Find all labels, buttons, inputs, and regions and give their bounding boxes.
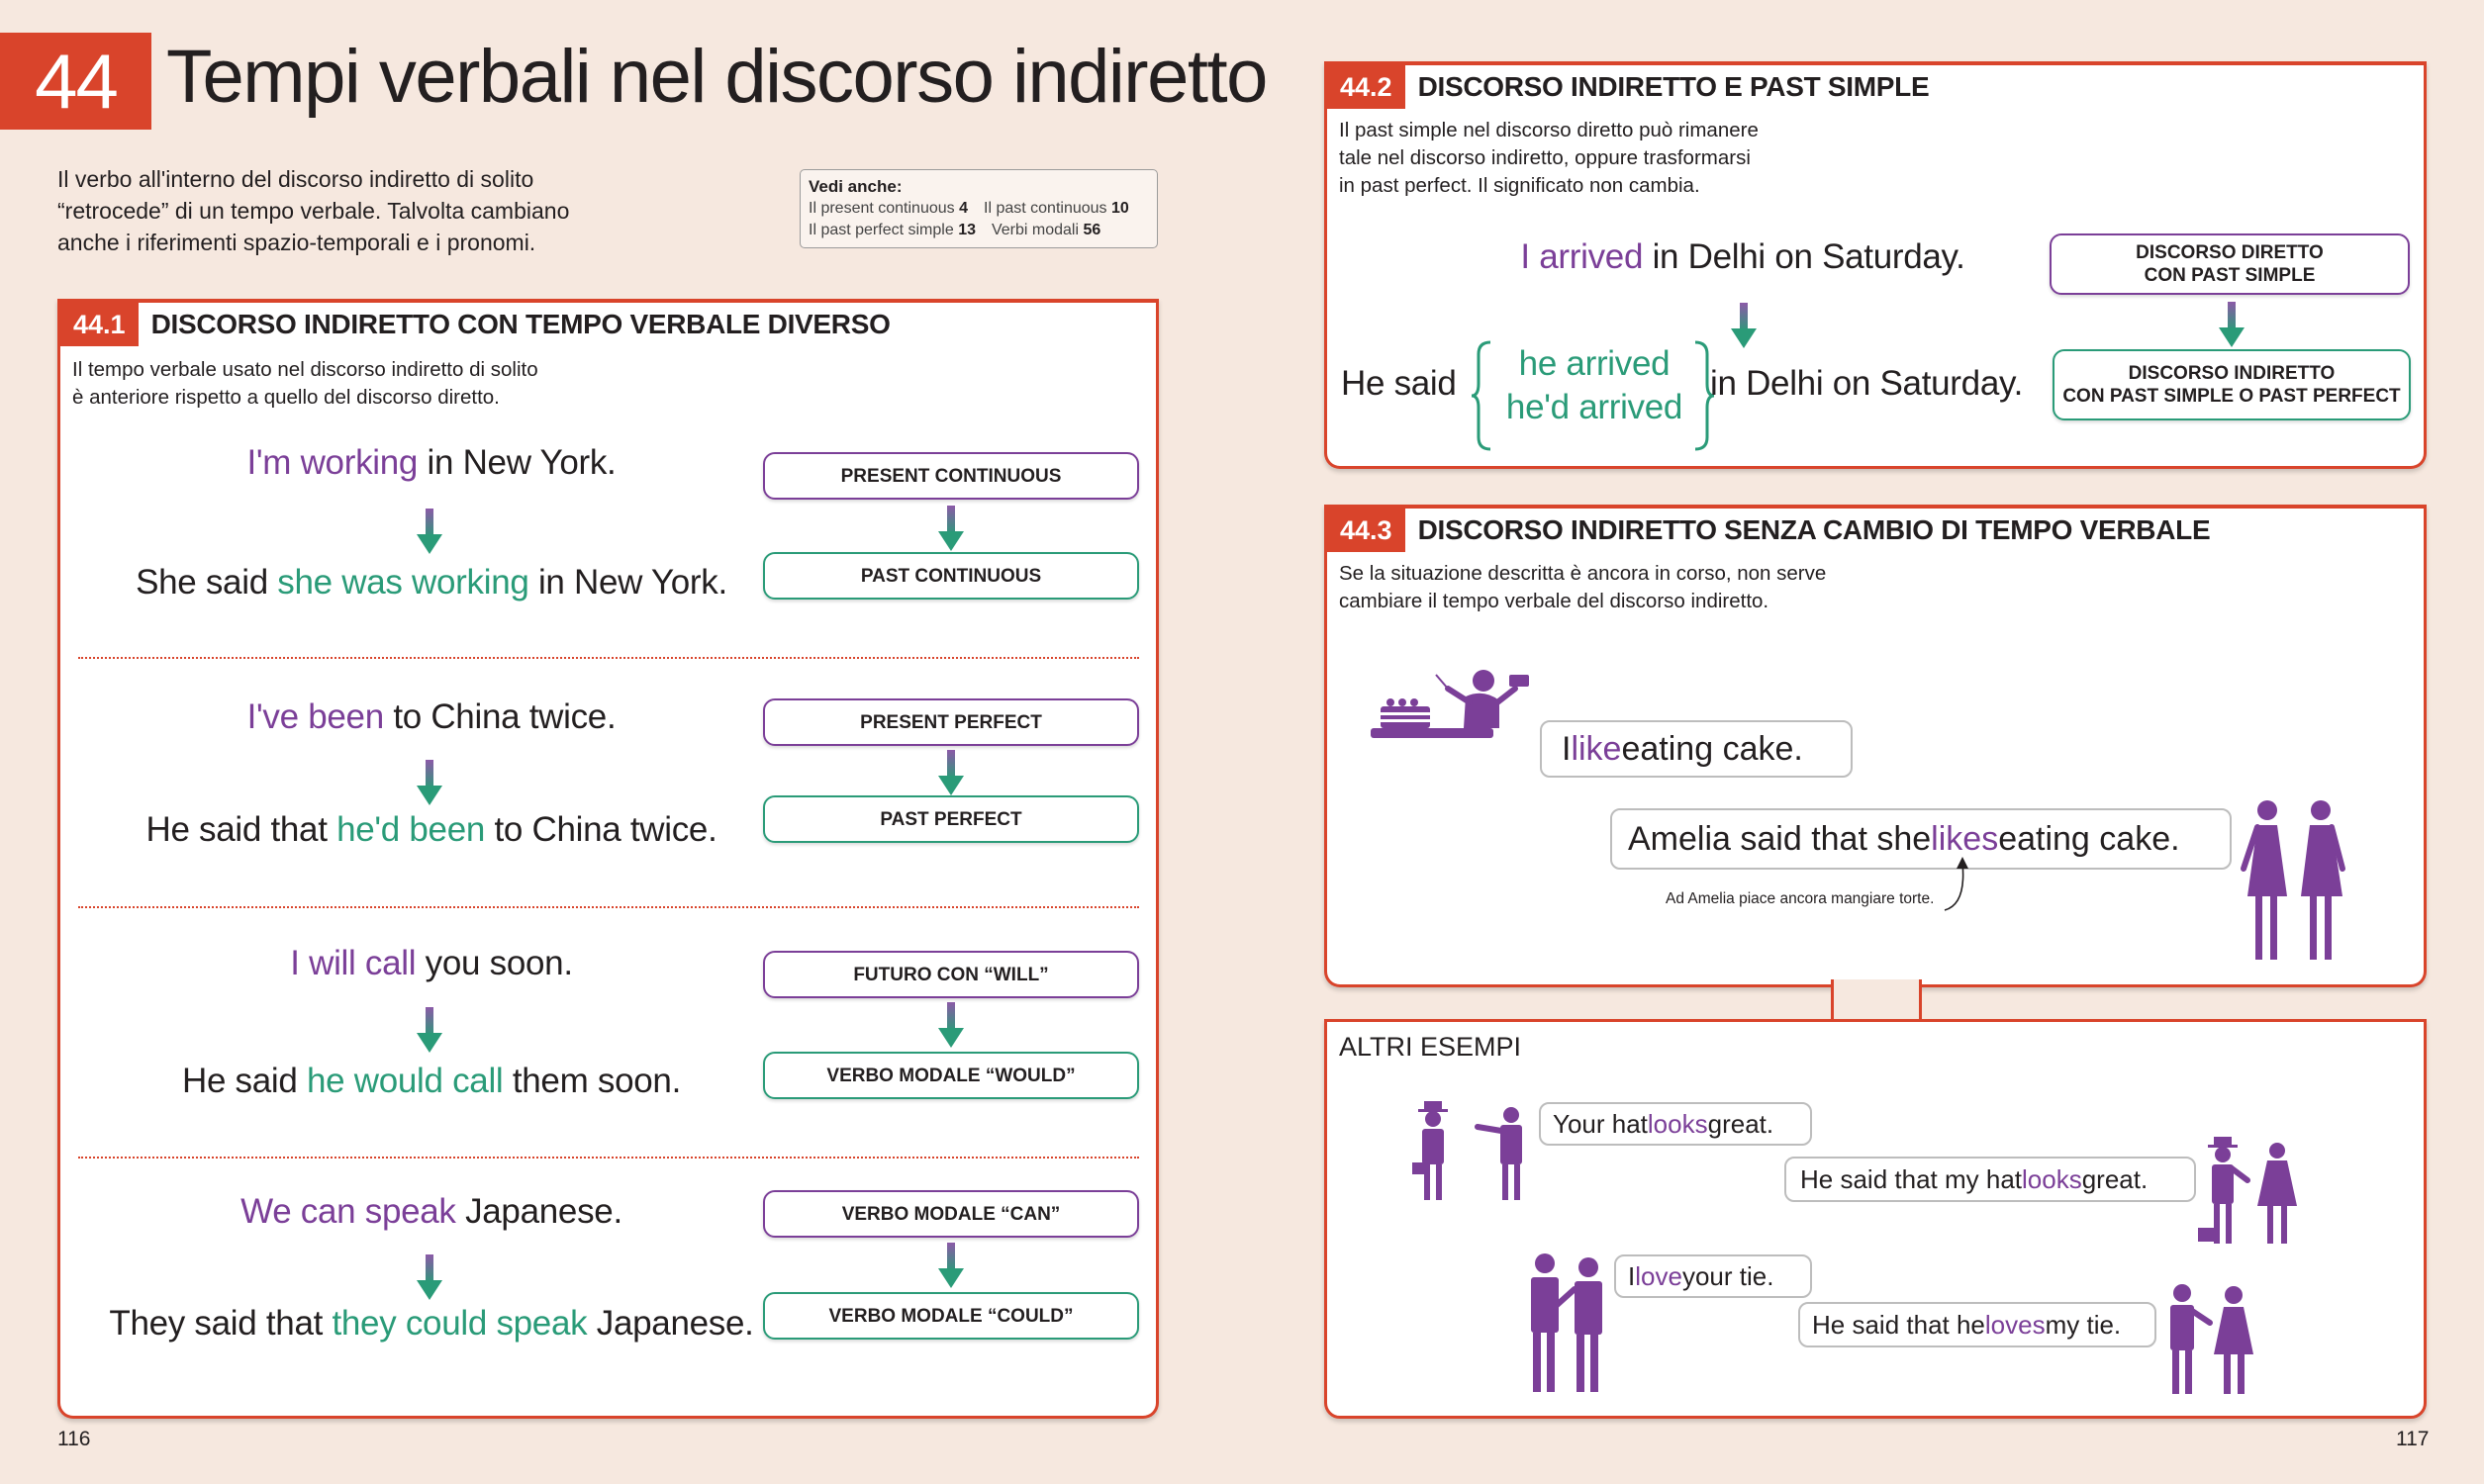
person-eating-cake-illustration	[1371, 667, 1535, 750]
down-arrow-icon	[2219, 302, 2245, 347]
see-also-heading: Vedi anche:	[809, 177, 903, 196]
section-tag: 44.3	[1327, 509, 1405, 552]
section-title: DISCORSO INDIRETTO SENZA CAMBIO DI TEMPO VERBALE	[1417, 514, 2211, 545]
direct-sentence: We can speak Japanese.	[240, 1192, 622, 1231]
annotation-note: Ad Amelia piace ancora mangiare torte.	[1666, 890, 1935, 907]
down-arrow-icon	[1731, 303, 1757, 348]
down-arrow-icon	[417, 509, 442, 554]
speech-bubble-example-2: I love your tie.	[1614, 1254, 1812, 1298]
speech-bubble-example-2-reported: He said that he loves my tie.	[1798, 1302, 2156, 1347]
section-description: Il tempo verbale usato nel discorso indiretto di solito è anteriore rispetto a quello del discorso diretto.	[72, 358, 538, 409]
see-also-ref[interactable]: Il past continuous 10	[984, 200, 1129, 217]
down-arrow-icon	[417, 1254, 442, 1300]
section-description: Il past simple nel discorso diretto può rimanere tale nel discorso indiretto, oppure trasformarsi in past perfect. Il significato non cambia.	[1339, 119, 1759, 197]
direct-sentence: I'm working in New York.	[246, 443, 617, 482]
reported-sentence-start: He said	[1341, 364, 1457, 403]
speech-bubble-example-1: Your hat looks great.	[1539, 1102, 1812, 1146]
down-arrow-icon	[938, 750, 964, 795]
speech-bubble-example-1-reported: He said that my hat looks great.	[1784, 1157, 2196, 1202]
section-44-2-panel	[1324, 61, 2427, 469]
tense-label-from: PRESENT CONTINUOUS	[763, 452, 1139, 500]
tense-label-from: FUTURO CON “WILL”	[763, 951, 1139, 998]
intro-line: Il verbo all'interno del discorso indiretto di solito	[57, 166, 534, 192]
option-hed-arrived: he'd arrived	[1505, 388, 1683, 426]
down-arrow-icon	[938, 1002, 964, 1048]
curved-arrow-icon	[1941, 855, 1980, 916]
connector-gap	[1831, 979, 1922, 1023]
see-also-ref[interactable]: Verbi modali 56	[991, 222, 1101, 238]
down-arrow-icon	[938, 506, 964, 551]
connector-line	[1919, 979, 1922, 1021]
speech-bubble-direct: I like eating cake.	[1540, 720, 1853, 778]
tense-label-to: PAST CONTINUOUS	[763, 552, 1139, 600]
page-number-left: 116	[57, 1428, 91, 1450]
intro-line: anche i riferimenti spazio-temporali e i pronomi.	[57, 230, 536, 255]
man-and-woman-illustration	[2196, 1137, 2307, 1248]
reported-sentence: He said that he'd been to China twice.	[145, 810, 717, 849]
divider	[78, 1157, 1139, 1159]
section-header	[1327, 65, 1929, 109]
divider	[78, 657, 1139, 659]
option-he-arrived: he arrived	[1518, 344, 1671, 383]
see-also-box	[800, 169, 1158, 248]
section-title: DISCORSO INDIRETTO E PAST SIMPLE	[1417, 71, 1930, 102]
direct-sentence: I arrived in Delhi on Saturday.	[1520, 237, 1965, 276]
connector-line	[1831, 979, 1834, 1021]
section-44-3-panel	[1324, 505, 2427, 987]
section-tag: 44.2	[1327, 65, 1405, 109]
tense-label-to: VERBO MODALE “WOULD”	[763, 1052, 1139, 1099]
section-header	[1327, 509, 2210, 552]
tense-label-to: PAST PERFECT	[763, 795, 1139, 843]
left-brace-icon	[1471, 340, 1492, 451]
chapter-number: 44	[0, 33, 151, 130]
man-and-woman-tie-illustration	[2160, 1283, 2259, 1396]
down-arrow-icon	[417, 760, 442, 805]
direct-sentence: I will call you soon.	[290, 944, 573, 982]
two-people-illustration	[2240, 799, 2348, 962]
chapter-title: Tempi verbali nel discorso indiretto	[166, 35, 1267, 119]
intro-text	[57, 163, 651, 258]
reported-sentence: She said she was working in New York.	[136, 563, 727, 602]
section-title: DISCORSO INDIRETTO CON TEMPO VERBALE DIVERSO	[150, 309, 891, 339]
tense-label-to: VERBO MODALE “COULD”	[763, 1292, 1139, 1340]
see-also-ref[interactable]: Il past perfect simple 13	[809, 222, 976, 238]
divider	[78, 906, 1139, 908]
page-number-right: 117	[2396, 1428, 2430, 1450]
tense-label-from: VERBO MODALE “CAN”	[763, 1190, 1139, 1238]
intro-line: “retrocede” di un tempo verbale. Talvolta cambiano	[57, 198, 570, 224]
reported-sentence: He said he would call them soon.	[181, 1062, 682, 1100]
label-direct-past-simple: DISCORSO DIRETTO CON PAST SIMPLE	[2050, 233, 2410, 295]
tense-label-from: PRESENT PERFECT	[763, 698, 1139, 746]
see-also-ref[interactable]: Il present continuous 4	[809, 200, 969, 217]
speech-bubble-reported: Amelia said that she likes eating cake.	[1610, 808, 2232, 870]
other-examples-panel	[1324, 1019, 2427, 1419]
down-arrow-icon	[417, 1007, 442, 1053]
two-men-tie-illustration	[1525, 1252, 1610, 1394]
other-examples-title: ALTRI ESEMPI	[1339, 1032, 1522, 1062]
direct-sentence: I've been to China twice.	[246, 697, 617, 736]
down-arrow-icon	[938, 1243, 964, 1288]
section-tag: 44.1	[60, 303, 139, 346]
label-reported-past-perfect: DISCORSO INDIRETTO CON PAST SIMPLE O PAST PERFECT	[2053, 349, 2411, 420]
section-44-1-panel	[57, 299, 1159, 1419]
section-header	[60, 303, 891, 346]
section-description: Se la situazione descritta è ancora in corso, non serve cambiare il tempo verbale del discorso indiretto.	[1339, 562, 1827, 612]
reported-sentence-end: in Delhi on Saturday.	[1710, 364, 2024, 403]
reported-sentence: They said that they could speak Japanese.	[109, 1304, 754, 1343]
two-men-hat-illustration	[1412, 1101, 1535, 1202]
